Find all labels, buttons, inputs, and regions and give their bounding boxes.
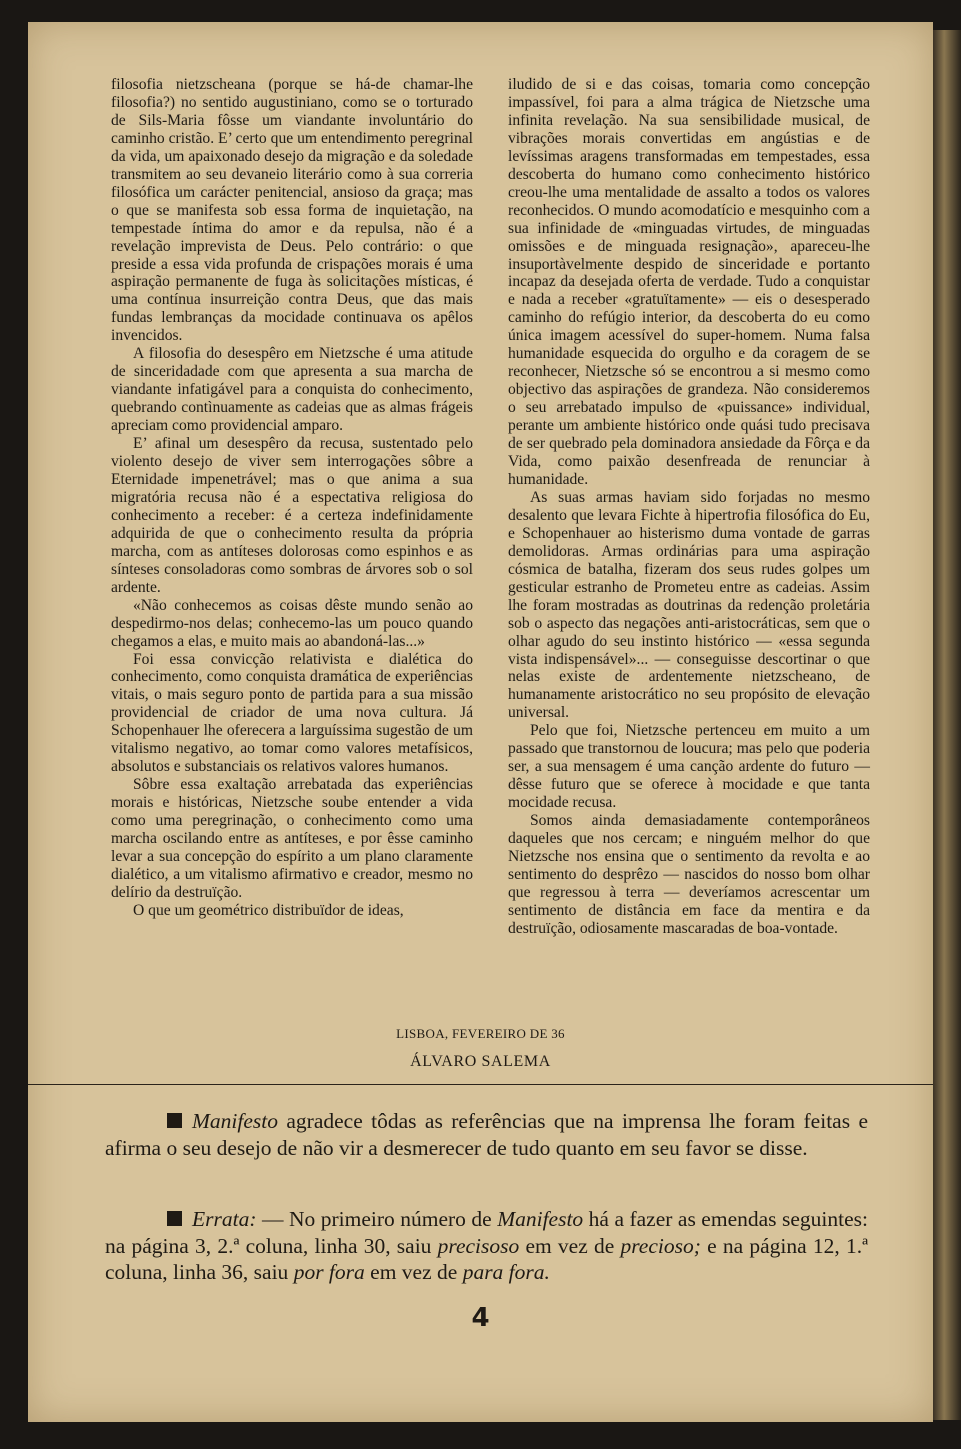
magazine-title: Manifesto: [497, 1207, 584, 1231]
page-edge: [933, 30, 961, 1420]
notice-text: agradece tôdas as referências que na imprensa lhe foram feitas e afirma o seu desejo de não vir a desmerecer de tudo quanto em seu favor se disse.: [105, 1109, 868, 1160]
signature-place-date: LISBOA, FEVEREIRO DE 36: [396, 1026, 565, 1041]
errata-text: em vez de: [364, 1260, 463, 1284]
paragraph: O que um geométrico distribuïdor de ideas,: [133, 901, 404, 919]
paragraph: filosofia nietzscheana (porque se há-de chamar-lhe filosofia?) no sentido augustiniano, como se o torturado de Sils-Maria fôsse um viandante involuntário do caminho cristão. E’ certo que um entendimento peregrinal da vida, um apaixonado desejo da migração e da soledade transmitem ao seu devaneio literário como à sua correria filosófica um carácter penitencial, ansioso da graça; mas o que se manifesta sob essa forma de inquietação, na tempestade íntima do amor e da repulsa, não é a revelação imprevista de Deus. Pelo contrário: o que preside a essa vida profunda de crispações morais é uma aspiração permanente de fuga às solicitações místicas, é uma contínua insurreição contra Deus, que das mais fundas lembranças da mocidade continuava os apêlos invencidos.: [111, 76, 473, 345]
square-bullet-icon: [167, 1113, 182, 1128]
errata-notice: [105, 1206, 868, 1286]
errata-text: em vez de: [519, 1233, 621, 1258]
errata-text: há a fazer as emendas seguintes: na página 3, 2.ª coluna, linha 30, saiu: [105, 1207, 868, 1258]
square-bullet-icon: [167, 1211, 182, 1226]
page-number: 4: [471, 1303, 490, 1333]
paragraph: iludido de si e das coisas, tomaria como concepção impassível, foi para a alma trágica de Nietzsche uma infinita revelação. Na sua sensibilidade musical, de vibrações morais convertidas em angústias e de levíssimas aragens transformadas em tempestades, essa descoberta do humano como conhecimento histórico creou-lhe uma mentalidade de assalto a todos os valores reconhecidos. O mundo acomodatício e mesquinho com a sua infinidade de «minguadas virtudes, de minguadas omissões e de minguada resignação», apareceu-lhe insuportàvelmente despido de sinceridade e portanto incapaz da desejada oferta de verdade. Tudo a conquistar e nada a receber «gratuïtamente» — eis o desesperado caminho do refúgio interior, da descoberta do eu como única imagem acessível do super-homem. Numa falsa humanidade esquecida do orgulho e da coragem de se reconhecer, Nietzsche só se encontrou a si mesmo como objectivo das aspirações de grandeza. Não consideremos o seu arrebatado impulso de «puissance» individual, perante um ambiente histórico onde quási tudo precisava de ser quebrado pela dominadora ansiedade da Fôrça e da Vida, como paixão desenfreada de renunciar à humanidade.: [508, 76, 870, 488]
errata-wrong-word: por fora: [293, 1260, 365, 1284]
paragraph: Somos ainda demasiadamente contemporâneos daqueles que nos cercam; e ninguém melhor do que Nietzsche nos ensina que o sentimento da revolta e ao sentimento do desprêzo — nascidos do nosso bom olhar que regressou à terra — deveríamos acrescentar um sentimento de distância em face da mentira e da destruïção, odiosamente mascaradas de boa-vontade.: [508, 812, 870, 937]
paragraph: «Não conhecemos as coisas dêste mundo senão ao despedirmo-nos delas; conhecemo-las um pouco quando chegamos a elas, e muito mais ao abandoná-las...»: [111, 596, 473, 650]
errata-text: e na página 12, 1.ª coluna, linha 36, saiu: [105, 1233, 869, 1284]
paragraph: Sôbre essa exaltação arrebatada das experiências morais e históricas, Nietzsche soube entender a vida como uma peregrinação, o conhecimento como uma marcha oscilando entre as antíteses, e por êsse caminho levar a sua concepção do espírito a um plano claramente dialético, a um vitalismo afirmativo e creador, mesmo no delírio da destruïção.: [111, 776, 473, 901]
errata-correct-word: para fora.: [462, 1260, 550, 1284]
paragraph: Pelo que foi, Nietzsche pertenceu em muito a um passado que transtornou de loucura; mas pelo que poderia ser, a sua mensagem é uma canção ardente do futuro — dêsse futuro que se oferece à mocidade e que tanta mocidade recusa.: [508, 722, 870, 812]
errata-correct-word: precioso;: [620, 1233, 701, 1258]
divider: [28, 1084, 933, 1085]
errata-label: Errata:: [192, 1207, 257, 1231]
paragraph: A filosofia do desespêro em Nietzsche é uma atitude de sinceridadade com que apresenta a sua marcha de viandante infatigável para a conquista do conhecimento, quebrando contìnuamente as cadeias que as almas frágeis apreciam como providencial amparo.: [111, 345, 473, 435]
paragraph: As suas armas haviam sido forjadas no mesmo desalento que levara Fichte à hipertrofia filosófica do Eu, e Schopenhauer ao histerismo duma vontade de garras demolidoras. Armas ordinárias para uma aspiração cósmica de batalha, fizeram dos seus rudes golpes um gesticular estranho de Prometeu entre as cadeias. Assim lhe foram mostradas as doutrinas da redenção proletária sob o aspecto das negações anti-aristocráticas, sem que o olhar agudo do seu instinto histórico — «essa segunda vista indispensável»... — conseguisse descortinar o que nelas existe de ardentemente nietzscheano, de humanamente aristocrático no seu propósito de elevação universal.: [508, 488, 870, 722]
errata-text: — No primeiro número de: [256, 1207, 498, 1231]
paragraph: Foi essa convicção relativista e dialética do conhecimento, como conquista dramática de experiências vitais, o mais seguro ponto de partida para a sua missão providencial de criador de uma nova cultura. Já Schopenhauer lhe oferecera a larguíssima sugestão de um vitalismo negativo, ao tomar como valores metafísicos, absolutos e substanciais os relativos valores humanos.: [111, 650, 473, 776]
magazine-title: Manifesto: [192, 1109, 278, 1133]
article-left-column: [111, 76, 473, 920]
article-right-column: [508, 76, 870, 938]
acknowledgement-notice: [105, 1108, 868, 1161]
errata-wrong-word: precisoso: [437, 1233, 520, 1258]
signature-author: ÁLVARO SALEMA: [410, 1053, 551, 1070]
paragraph: E’ afinal um desespêro da recusa, sustentado pelo violento desejo de viver sem interrogações sôbre a Eternidade impenetrável; mas o que anima a sua migratória recusa não é a espectativa religiosa do conhecimento a receber: é a certeza indefinidamente adquirida de que o conhecimento resulta da própria marcha, com as antíteses dolorosas como espinhos e as sínteses consoladoras como sombras de árvores sob o sol ardente.: [111, 435, 473, 596]
